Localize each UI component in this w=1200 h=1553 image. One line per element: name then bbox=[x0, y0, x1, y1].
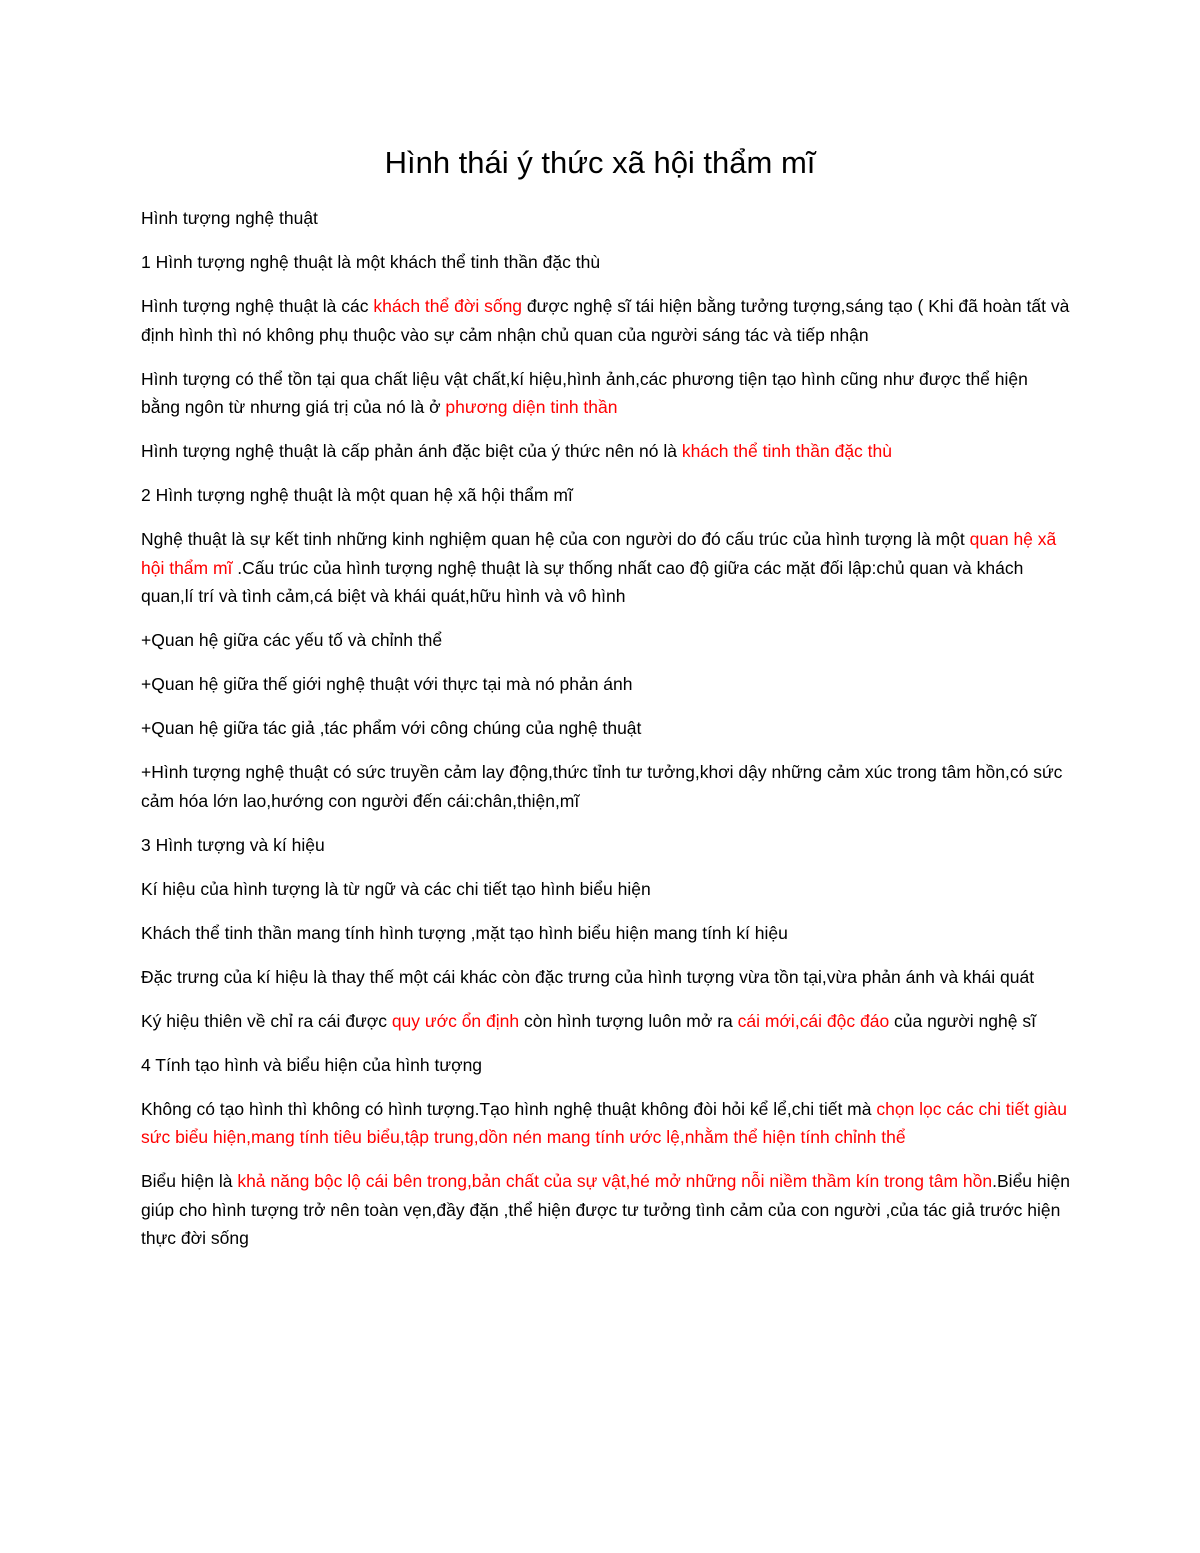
paragraph bbox=[141, 248, 1071, 277]
paragraph-text: 3 Hình tượng và kí hiệu bbox=[141, 834, 325, 855]
paragraph-text: Hình tượng nghệ thuật là các bbox=[141, 296, 374, 316]
paragraph-text: Hình tượng nghệ thuật bbox=[141, 208, 318, 228]
highlighted-text: cái mới,cái độc đáo bbox=[737, 1010, 890, 1031]
paragraph-text: của người nghệ sĩ bbox=[889, 1010, 1036, 1031]
highlighted-text: khả năng bộc lộ cái bên trong,bản chất của sự vật,hé mở những nỗi niềm thầm kín trong tâm hồn bbox=[237, 1171, 993, 1191]
paragraph bbox=[141, 758, 1071, 815]
paragraph bbox=[141, 1051, 1071, 1080]
highlighted-text: khách thể đời sống bbox=[373, 296, 523, 316]
highlighted-text: quy ước ổn định bbox=[391, 1010, 520, 1031]
paragraph-text: Không có tạo hình thì không có hình tượng.Tạo hình nghệ thuật không đòi hỏi kể lể,chi tiết mà bbox=[141, 1098, 877, 1119]
paragraph-text: 4 Tính tạo hình và biểu hiện của hình tượng bbox=[141, 1054, 483, 1075]
paragraph bbox=[141, 875, 1071, 904]
paragraph bbox=[141, 626, 1071, 655]
paragraph bbox=[141, 365, 1071, 422]
paragraph-text: +Quan hệ giữa thế giới nghệ thuật với thực tại mà nó phản ánh bbox=[141, 674, 633, 694]
document-title: Hình thái ý thức xã hội thẩm mĩ bbox=[384, 145, 816, 180]
paragraph-text: Khách thể tinh thần mang tính hình tượng ,mặt tạo hình biểu hiện mang tính kí hiệu bbox=[141, 922, 788, 943]
paragraph bbox=[141, 714, 1071, 743]
paragraph-text: 2 Hình tượng nghệ thuật là một quan hệ xã hội thẩm mĩ bbox=[141, 485, 573, 505]
document-body bbox=[141, 204, 1071, 1268]
paragraph-text: Đặc trưng của kí hiệu là thay thế một cái khác còn đặc trưng của hình tượng vừa tồn tại,vừa phản ánh và khái quát bbox=[141, 966, 1035, 987]
paragraph-text: Ký hiệu thiên về chỉ ra cái được bbox=[141, 1010, 392, 1031]
paragraph-text: +Quan hệ giữa tác giả ,tác phẩm với công chúng của nghệ thuật bbox=[141, 718, 642, 738]
paragraph-text: .Biểu hiện giúp cho hình tượng trở nên toàn vẹn,đầy đặn ,thể hiện được tư tưởng tình cảm của con người ,của tác giả trước hiện thực đời sống bbox=[141, 1171, 1070, 1248]
paragraph bbox=[141, 292, 1071, 349]
paragraph-text: Hình tượng có thể tồn tại qua chất liệu vật chất,kí hiệu,hình ảnh,các phương tiện tạo hình cũng như được thể hiện bằng ngôn từ nhưng giá trị của nó là ở bbox=[141, 368, 1028, 417]
paragraph bbox=[141, 963, 1071, 992]
paragraph bbox=[141, 1007, 1071, 1036]
paragraph-text: Kí hiệu của hình tượng là từ ngữ và các chi tiết tạo hình biểu hiện bbox=[141, 878, 651, 899]
highlighted-text: quan hệ xã hội thẩm mĩ bbox=[141, 529, 1057, 578]
paragraph bbox=[141, 1167, 1071, 1253]
paragraph-text: Nghệ thuật là sự kết tinh những kinh nghiệm quan hệ của con người do đó cấu trúc của hình tượng là một bbox=[141, 529, 970, 549]
highlighted-text: khách thể tinh thần đặc thù bbox=[681, 441, 892, 461]
paragraph-text: +Quan hệ giữa các yếu tố và chỉnh thể bbox=[141, 630, 443, 650]
paragraph bbox=[141, 919, 1071, 948]
paragraph bbox=[141, 437, 1071, 466]
paragraph-text: được nghệ sĩ tái hiện bằng tưởng tượng,sáng tạo ( Khi đã hoàn tất và định hình thì nó không phụ thuộc vào sự cảm nhận chủ quan của người sáng tác và tiếp nhận bbox=[141, 296, 1070, 345]
paragraph bbox=[141, 481, 1071, 510]
highlighted-text: chọn lọc các chi tiết giàu sức biểu hiện,mang tính tiêu biểu,tập trung,dồn nén mang tính ước lệ,nhằm thể hiện tính chỉnh thể bbox=[141, 1098, 1068, 1147]
paragraph-text: +Hình tượng nghệ thuật có sức truyền cảm lay động,thức tỉnh tư tưởng,khơi dậy những cảm xúc trong tâm hồn,có sức cảm hóa lớn lao,hướng con người đến cái:chân,thiện,mĩ bbox=[141, 762, 1063, 811]
paragraph-text: Biểu hiện là bbox=[141, 1171, 238, 1191]
paragraph bbox=[141, 204, 1071, 233]
paragraph bbox=[141, 1095, 1071, 1152]
paragraph-text: Hình tượng nghệ thuật là cấp phản ánh đặc biệt của ý thức nên nó là bbox=[141, 441, 682, 461]
paragraph bbox=[141, 525, 1071, 611]
highlighted-text: phương diện tinh thần bbox=[445, 397, 618, 417]
paragraph bbox=[141, 831, 1071, 860]
paragraph-text: 1 Hình tượng nghệ thuật là một khách thể tinh thần đặc thù bbox=[141, 252, 601, 272]
paragraph bbox=[141, 670, 1071, 699]
paragraph-text: .Cấu trúc của hình tượng nghệ thuật là sự thống nhất cao độ giữa các mặt đối lập:chủ quan và khách quan,lí trí và tình cảm,cá biệt và khái quát,hữu hình và vô hình bbox=[141, 557, 1024, 606]
paragraph-text: còn hình tượng luôn mở ra bbox=[519, 1010, 738, 1031]
